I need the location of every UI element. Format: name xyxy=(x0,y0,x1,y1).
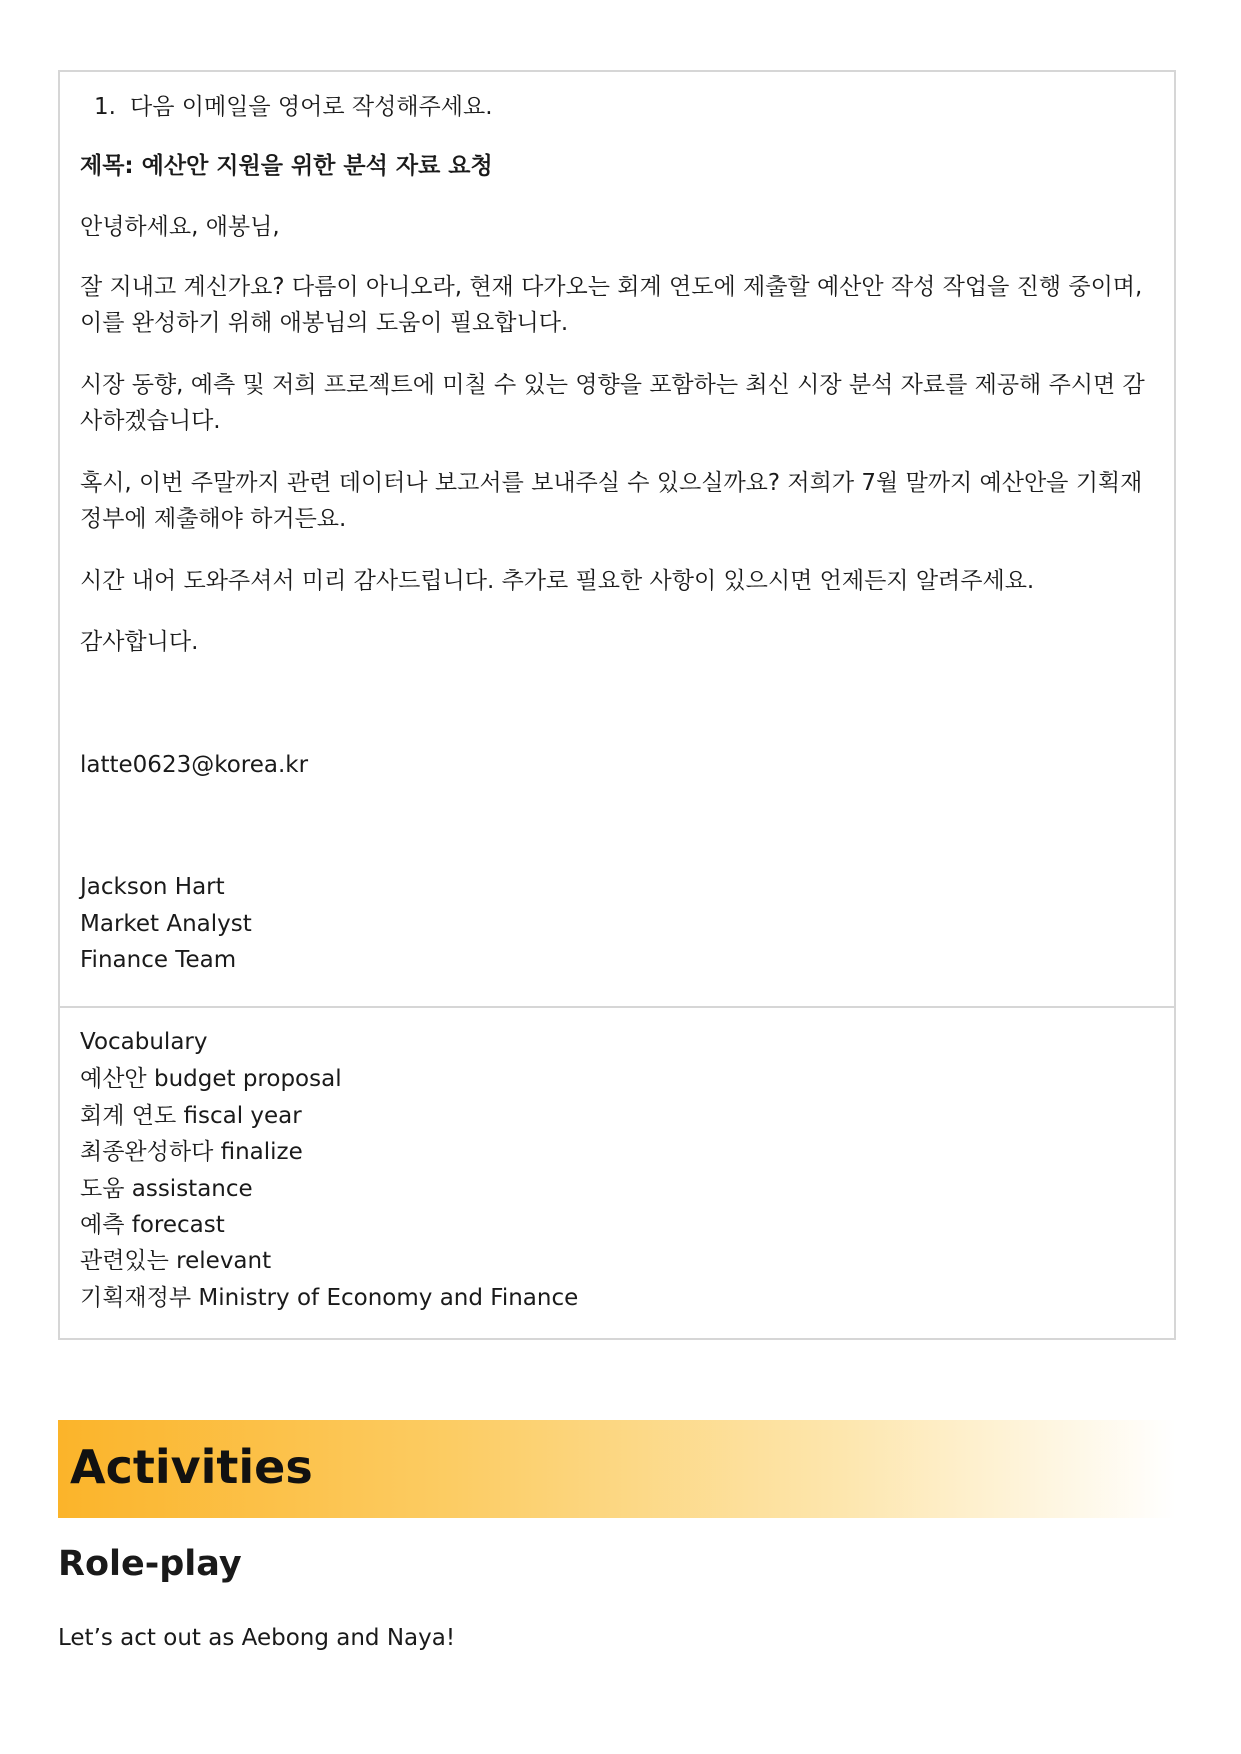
activities-banner xyxy=(58,1420,1176,1518)
email-paragraph-2: 시장 동향, 예측 및 저희 프로젝트에 미칠 수 있는 영향을 포함하는 최신 시장 분석 자료를 제공해 주시면 감사하겠습니다. xyxy=(80,372,1145,434)
email-closing: 감사합니다. xyxy=(80,629,199,655)
vocabulary-heading: Vocabulary xyxy=(80,1029,208,1055)
roleplay-heading: Role-play xyxy=(58,1544,242,1584)
signature-title: Market Analyst xyxy=(80,911,252,937)
signature-team: Finance Team xyxy=(80,947,237,973)
activities-title: Activities xyxy=(70,1440,313,1494)
instruction-text: 다음 이메일을 영어로 작성해주세요. xyxy=(130,94,493,120)
email-paragraph-1: 잘 지내고 계신가요? 다름이 아니오라, 현재 다가오는 회계 연도에 제출할 예산안 작성 작업을 진행 중이며, 이를 완성하기 위해 애봉님의 도움이 필요합니다. xyxy=(80,274,1143,336)
vocabulary-item: 관련있는 relevant xyxy=(80,1248,272,1274)
email-greeting: 안녕하세요, 애봉님, xyxy=(80,214,280,240)
exercise-table xyxy=(58,70,1176,1340)
email-address: latte0623@korea.kr xyxy=(80,752,309,778)
item-number: 1. xyxy=(94,94,116,120)
vocabulary-item: 예산안 budget proposal xyxy=(80,1066,342,1092)
vocabulary-item: 기획재정부 Ministry of Economy and Finance xyxy=(80,1285,579,1311)
signature-name: Jackson Hart xyxy=(80,874,225,900)
vocabulary-item: 최종완성하다 finalize xyxy=(80,1139,303,1165)
vocabulary-item: 도움 assistance xyxy=(80,1176,253,1202)
vocabulary-item: 회계 연도 fiscal year xyxy=(80,1103,302,1129)
email-cell xyxy=(60,72,1174,1008)
email-paragraph-4: 시간 내어 도와주셔서 미리 감사드립니다. 추가로 필요한 사항이 있으시면 언제든지 알려주세요. xyxy=(80,568,1035,594)
email-subject: 제목: 예산안 지원을 위한 분석 자료 요청 xyxy=(80,153,493,179)
email-paragraph-3: 혹시, 이번 주말까지 관련 데이터나 보고서를 보내주실 수 있으실까요? 저희가 7월 말까지 예산안을 기획재정부에 제출해야 하거든요. xyxy=(80,470,1143,532)
instruction-line xyxy=(80,89,1150,125)
vocabulary-item: 예측 forecast xyxy=(80,1212,225,1238)
roleplay-instruction: Let’s act out as Aebong and Naya! xyxy=(58,1625,456,1651)
vocabulary-cell xyxy=(60,1008,1174,1338)
